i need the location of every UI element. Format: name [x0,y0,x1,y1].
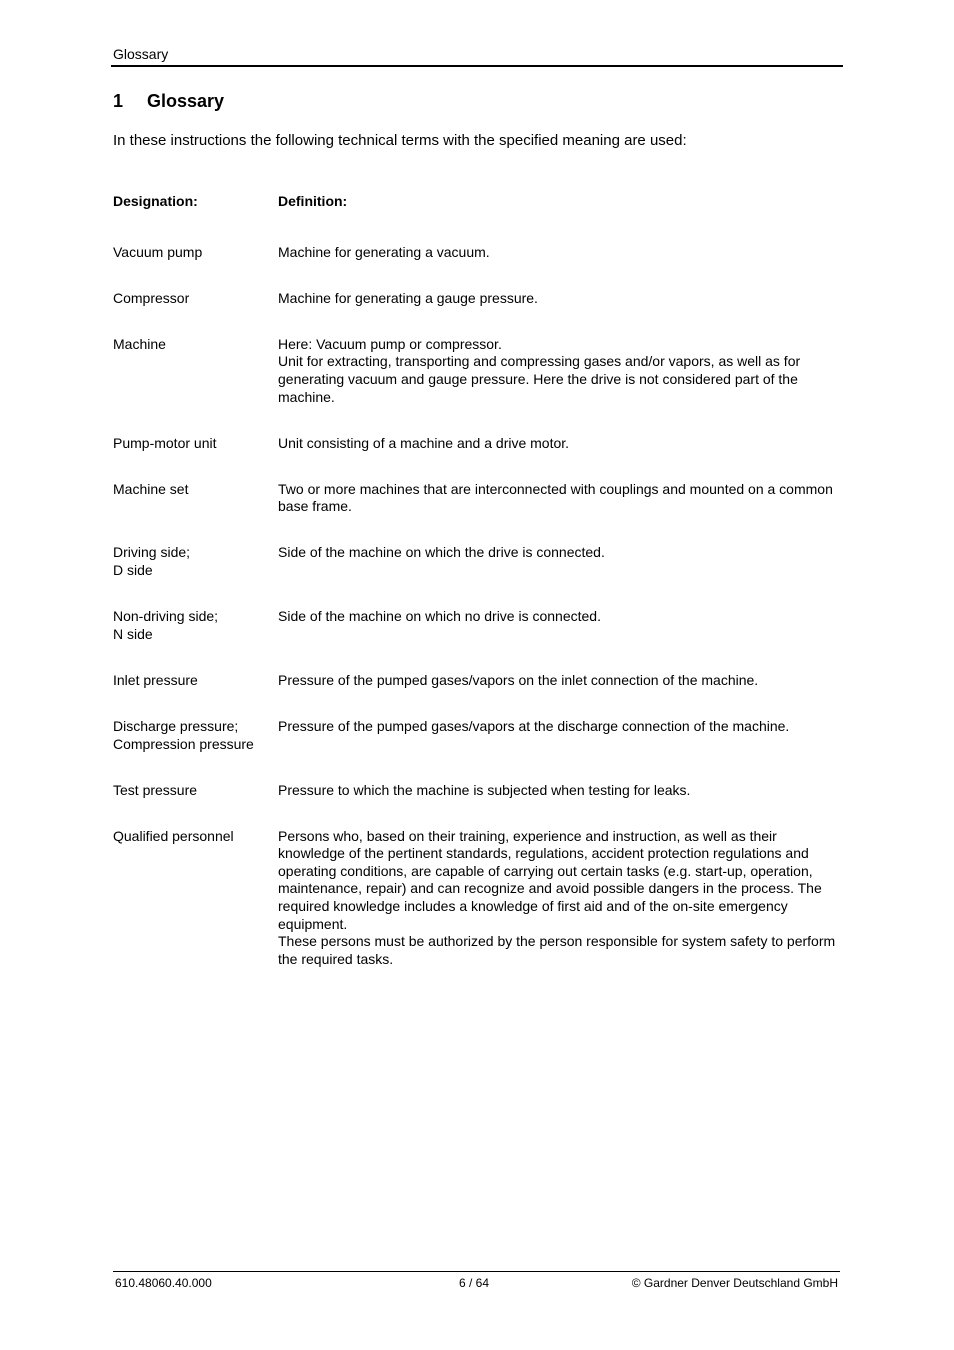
glossary-table-header [113,193,843,211]
glossary-term-line: Non-driving side; [113,608,219,625]
glossary-term-line: Compressor [113,289,190,306]
glossary-definition-paragraph: Pressure of the pumped gases/vapors on the inlet connection of the machine. [278,671,759,688]
glossary-definition-paragraph: These persons must be authorized by the person responsible for system safety to perform the required tasks. [278,933,836,967]
definition-column-header: Definition: [278,193,348,209]
glossary-term-line: Discharge pressure; [113,717,239,734]
glossary-term [113,544,278,579]
glossary-definition-paragraph: Two or more machines that are interconnected with couplings and mounted on a common base frame. [278,480,833,515]
glossary-entry [113,782,843,800]
glossary-term [113,244,278,262]
glossary-entry [113,481,843,516]
glossary-definition-paragraph: Pressure of the pumped gases/vapors at the discharge connection of the machine. [278,717,790,734]
glossary-term-line: Pump-motor unit [113,434,217,451]
glossary-entry [113,435,843,453]
designation-column-header: Designation: [113,193,198,209]
glossary-term [113,435,278,453]
glossary-definition [278,828,843,969]
glossary-term [113,672,278,690]
glossary-entry [113,828,843,969]
glossary-term [113,718,278,753]
glossary-term-line: D side [113,562,153,579]
glossary-term-line: Qualified personnel [113,827,234,844]
glossary-term [113,481,278,516]
glossary-definition [278,435,843,453]
copyright-notice: © Gardner Denver Deutschland GmbH [631,1276,838,1290]
glossary-definition [278,244,843,262]
intro-paragraph: In these instructions the following technical terms with the specified meaning are used: [113,132,687,149]
glossary-entry [113,290,843,308]
page-number: 6 / 64 [459,1276,490,1290]
glossary-term [113,828,278,969]
section-number: 1 [113,91,124,111]
glossary-definition [278,290,843,308]
glossary-definition-paragraph: Unit consisting of a machine and a drive motor. [278,434,570,451]
glossary-definition-paragraph: Unit for extracting, transporting and compressing gases and/or vapors, as well as for generating vacuum and gauge pressure. Here the drive is not considered part of the machine. [278,353,801,405]
glossary-definition [278,782,843,800]
footer-rule [113,1271,840,1272]
glossary-term [113,336,278,406]
glossary-term-line: N side [113,625,153,642]
document-number: 610.48060.40.000 [115,1276,212,1290]
header-rule [111,65,843,67]
glossary-definition [278,672,843,690]
glossary-definition [278,481,843,516]
glossary-term-line: Machine set [113,480,189,497]
glossary-definition-paragraph: Here: Vacuum pump or compressor. [278,335,502,352]
glossary-entry [113,608,843,643]
glossary-term-line: Compression pressure [113,735,254,752]
glossary-definition-paragraph: Side of the machine on which no drive is connected. [278,608,601,625]
glossary-entry [113,244,843,262]
glossary-term-line: Vacuum pump [113,243,203,260]
section-heading [113,91,224,112]
section-title: Glossary [147,91,225,111]
glossary-definition-paragraph: Persons who, based on their training, experience and instruction, as well as their knowledge of the pertinent standards, regulations, accident protection regulations and operating conditions, are capable of carrying out certain tasks (e.g. start-up, operation, maintenance, repair) and can recognize and avoid possible dangers in the process. The required knowledge includes a knowledge of first aid and of the on-site emergency equipment. [278,827,822,932]
glossary-term-line: Inlet pressure [113,671,198,688]
running-header: Glossary [113,46,169,62]
glossary-definition-paragraph: Side of the machine on which the drive is connected. [278,544,605,561]
glossary-definition-paragraph: Machine for generating a gauge pressure. [278,289,538,306]
glossary-definition-paragraph: Pressure to which the machine is subjected when testing for leaks. [278,781,691,798]
glossary-term [113,782,278,800]
glossary-entry [113,672,843,690]
glossary-term-line: Machine [113,335,166,352]
glossary-term-line: Driving side; [113,544,191,561]
glossary-entry [113,336,843,406]
glossary-term-line: Test pressure [113,781,198,798]
glossary-definition [278,336,843,406]
glossary-entry [113,718,843,753]
glossary-term [113,608,278,643]
glossary-entries [113,244,843,969]
glossary-term [113,290,278,308]
glossary-definition [278,718,843,753]
glossary-table [113,193,843,997]
glossary-definition-paragraph: Machine for generating a vacuum. [278,243,490,260]
glossary-entry [113,544,843,579]
glossary-definition [278,608,843,643]
glossary-definition [278,544,843,579]
